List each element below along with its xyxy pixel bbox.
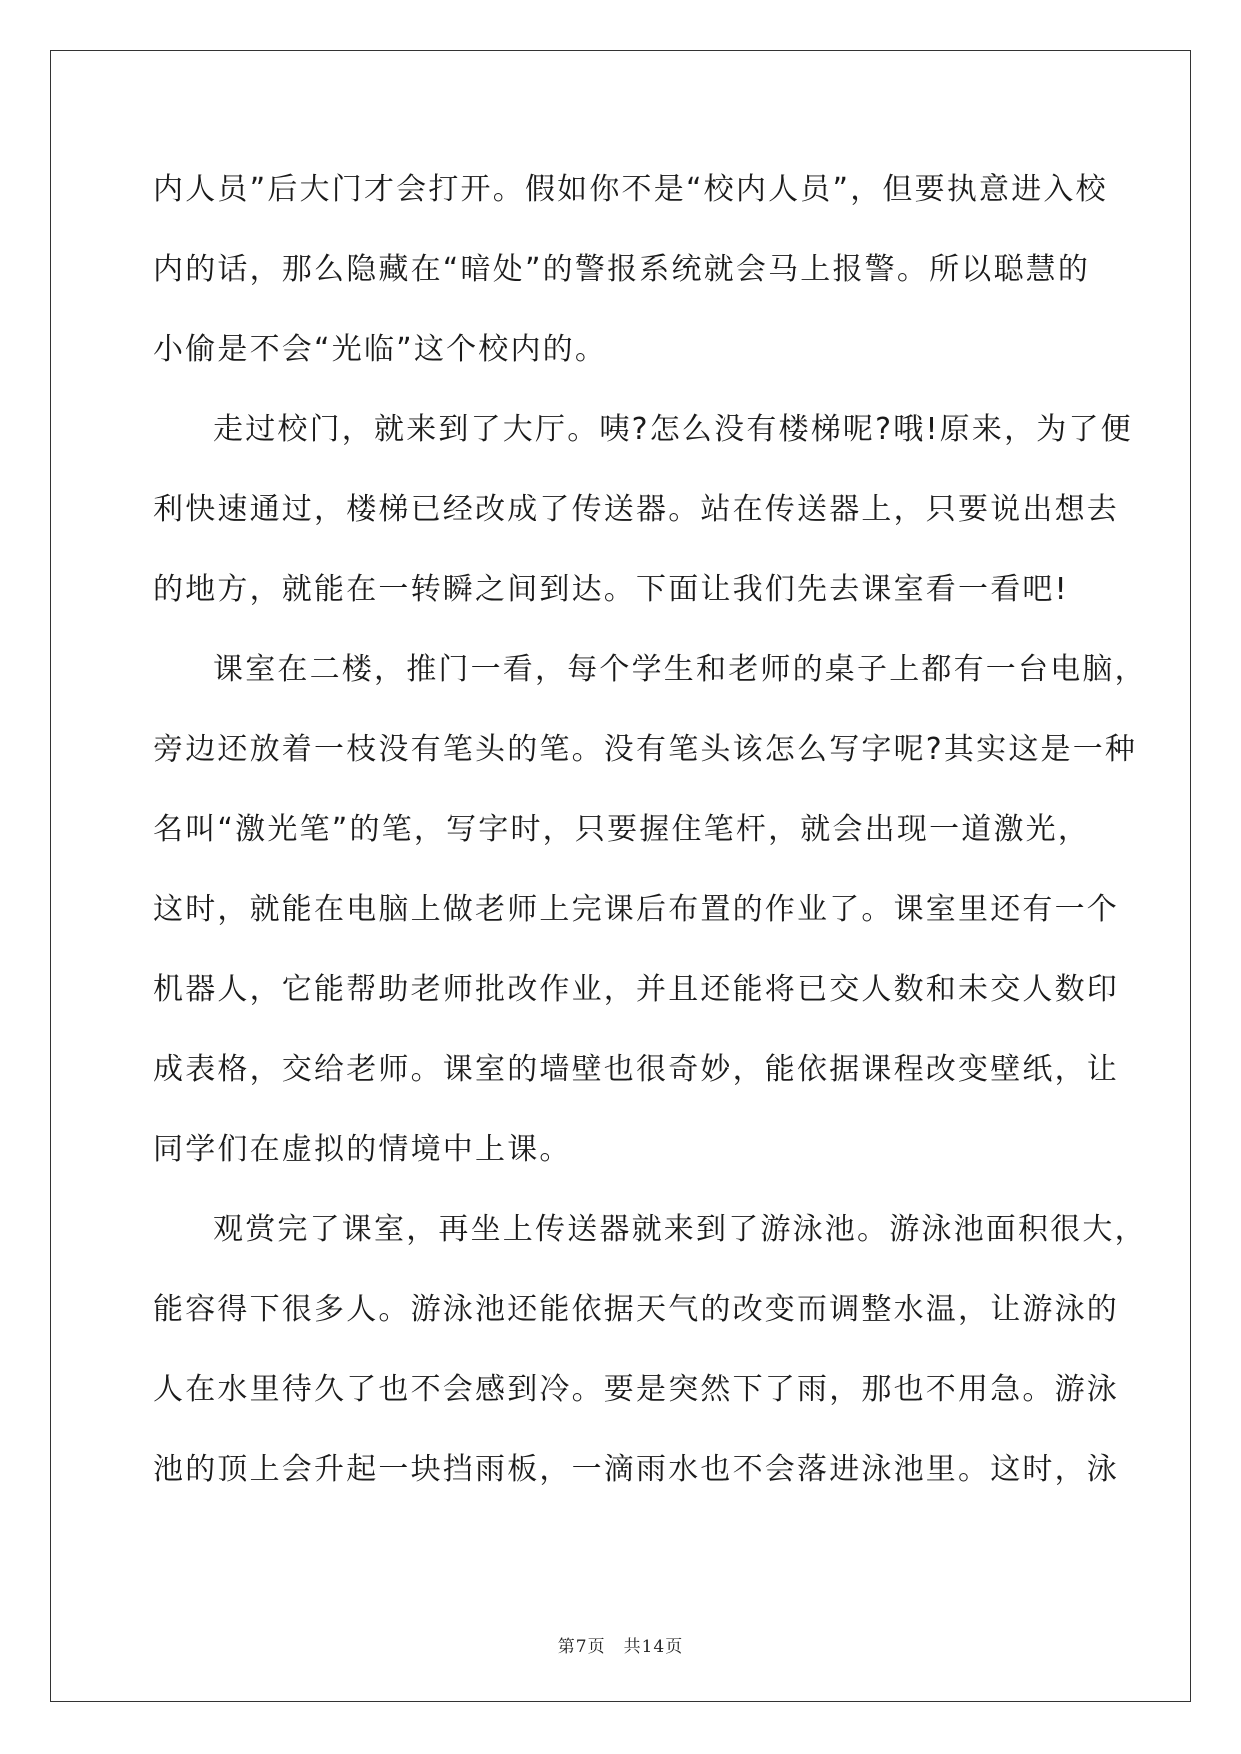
text-line: 利快速通过，楼梯已经改成了传送器。站在传送器上，只要说出想去	[153, 492, 1119, 527]
text-line: 机器人，它能帮助老师批改作业，并且还能将已交人数和未交人数印	[153, 972, 1119, 1007]
text-line: 同学们在虚拟的情境中上课。	[153, 1132, 572, 1167]
text-line: 的地方，就能在一转瞬之间到达。下面让我们先去课室看一看吧!	[153, 572, 1069, 607]
paragraph-first-line: 观赏完了课室，再坐上传送器就来到了游泳池。游泳池面积很大，	[213, 1212, 1147, 1247]
page-number-footer: 第7页 共14页	[557, 1637, 684, 1657]
text-line: 人在水里待久了也不会感到冷。要是突然下了雨，那也不用急。游泳	[153, 1372, 1119, 1407]
text-line: 池的顶上会升起一块挡雨板，一滴雨水也不会落进泳池里。这时，泳	[153, 1452, 1119, 1487]
paragraph-first-line: 课室在二楼，推门一看，每个学生和老师的桌子上都有一台电脑，	[213, 652, 1147, 687]
text-line: 成表格，交给老师。课室的墙壁也很奇妙，能依据课程改变壁纸，让	[153, 1052, 1119, 1087]
paragraph-first-line: 走过校门，就来到了大厅。咦?怎么没有楼梯呢?哦!原来，为了便	[213, 412, 1133, 447]
text-line: 小偷是不会“光临”这个校内的。	[153, 332, 608, 367]
document-body	[153, 158, 1147, 1518]
text-line: 名叫“激光笔”的笔，写字时，只要握住笔杆，就会出现一道激光，	[153, 812, 1091, 847]
text-line: 这时，就能在电脑上做老师上完课后布置的作业了。课室里还有一个	[153, 892, 1119, 927]
text-line: 内的话，那么隐藏在“暗处”的警报系统就会马上报警。所以聪慧的	[153, 252, 1091, 287]
text-line: 能容得下很多人。游泳池还能依据天气的改变而调整水温，让游泳的	[153, 1292, 1119, 1327]
text-line: 旁边还放着一枝没有笔头的笔。没有笔头该怎么写字呢?其实这是一种	[153, 732, 1138, 767]
text-line: 内人员”后大门才会打开。假如你不是“校内人员”，但要执意进入校	[153, 172, 1108, 207]
